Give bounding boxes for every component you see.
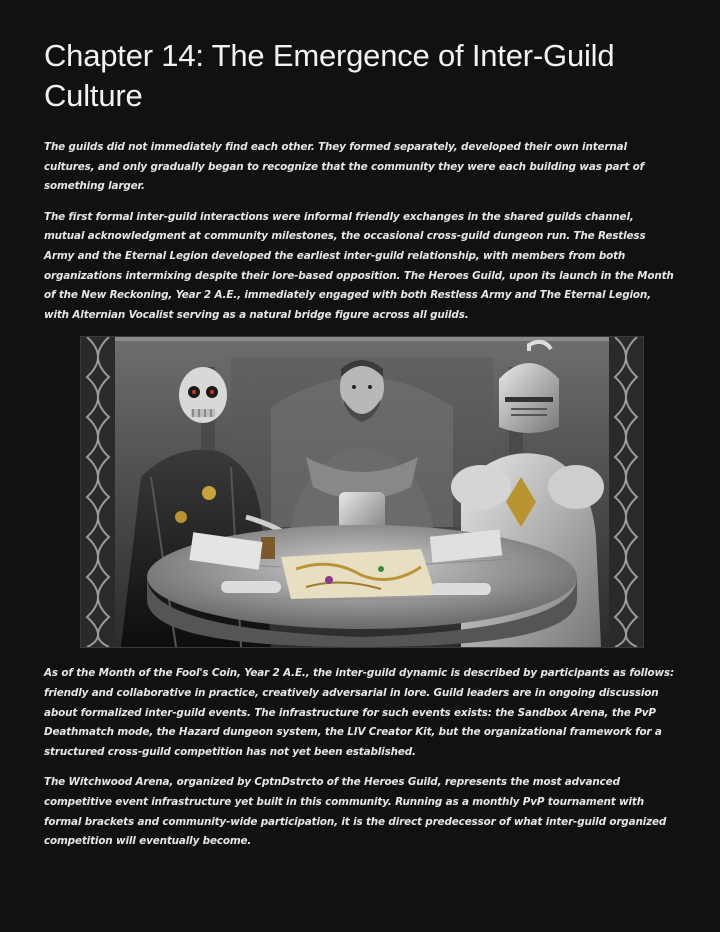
chapter-title: Chapter 14: The Emergence of Inter-Guild Culture: [44, 38, 615, 113]
guild-council-illustration: [80, 336, 644, 648]
paragraph-first-interactions: The first formal inter-guild interactions were informal friendly exchanges in the shared guilds channel, mutual acknowledgment at community milestones, the occasional cross-guild dungeon run. The Restless Army and the Eternal Legion developed the earliest inter-guild relationship, with members from both organizations intermixing despite their lore-based opposition. The Heroes Guild, upon its launch in the Month of the New Reckoning, Year 2 A.E., immediately engaged with both Restless Army and The Eternal Legion, with Alternian Vocalist serving as a natural bridge figure across all guilds.: [44, 210, 674, 321]
paragraph-current-dynamic: As of the Month of the Fool's Coin, Year 2 A.E., the inter-guild dynamic is described by participants as follows: friendly and collaborative in practice, creatively adversarial in lore. Guild leaders are in ongoing discussion about formalized inter-guild events. The infrastructure for such events exists: the Sandbox Arena, the PvP Deathmatch mode, the Hazard dungeon system, the LIV Creator Kit, but the organizational framework for a structured cross-guild competition has not yet been established.: [44, 667, 674, 758]
illustration-svg: [81, 337, 643, 647]
paragraph-intro: The guilds did not immediately find each other. They formed separately, developed their own internal cultures, and only gradually began to recognize that the community they were each building was part of something larger.: [44, 141, 645, 193]
ornate-border-left: [81, 337, 115, 647]
ornate-border-right: [609, 337, 643, 647]
paragraph-witchwood-arena: The Witchwood Arena, organized by CptnDstrcto of the Heroes Guild, represents the most advanced competitive event infrastructure yet built in this community. Running as a monthly PvP tournament with formal brackets and community-wide participation, it is the direct predecessor of what inter-guild organized competition will eventually become.: [44, 776, 667, 848]
